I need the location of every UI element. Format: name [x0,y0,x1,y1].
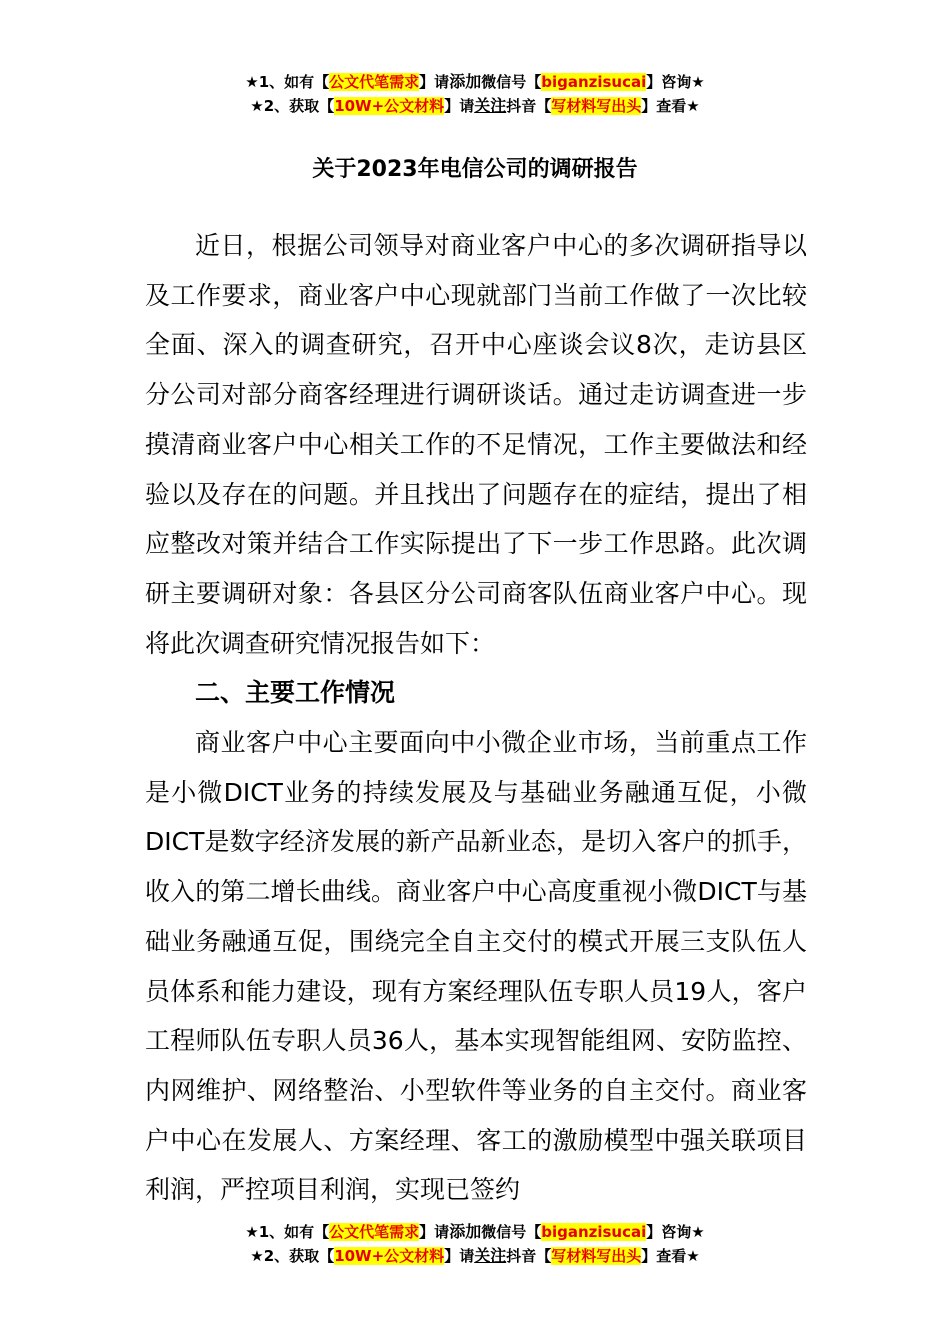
bottom-banner [0,1220,950,1268]
banner-emphasis: 添加 [449,1222,482,1241]
banner-emphasis: 关注 [474,1246,507,1265]
banner-text: 】查看★ [641,1247,700,1265]
banner-highlight: 公文代笔需求 [329,73,420,91]
banner-emphasis: 关注 [474,96,507,115]
banner-line-1 [0,1220,950,1244]
banner-text: ★2、获取【 [250,97,335,115]
banner-text: 微信号【 [481,1223,542,1241]
paragraph: 商业客户中心主要面向中小微企业市场，当前重点工作是小微DICT业务的持续发展及与基础业务融通互促，小微DICT是数字经济发展的新产品新业态，是切入客户的抓手，收入的第二增长曲线。商业客户中心高度重视小微DICT与基础业务融通互促，围绕完全自主交付的模式开展三支队伍人员体系和能力建设，现有方案经理队伍专职人员19人，客户工程师队伍专职人员36人，基本实现智能组网、安防监控、内网维护、网络整治、小型软件等业务的自主交付。商业客户中心在发展人、方案经理、客工的激励模型中强关联项目利润，严控项目利润，实现已签约 [145,728,807,1205]
banner-text: 抖音【 [506,97,552,115]
banner-highlight: 10W+公文材料 [334,1247,445,1265]
banner-highlight: biganzisucai [541,1223,647,1241]
banner-highlight: 写材料写出头 [551,97,642,115]
banner-text: 】请 [444,97,475,115]
banner-text: 微信号【 [481,73,542,91]
document-title: 关于2023年电信公司的调研报告 [312,157,638,182]
banner-text: 抖音【 [506,1247,552,1265]
banner-text: ★1、如有【 [245,1223,330,1241]
banner-highlight: 公文代笔需求 [329,1223,420,1241]
banner-text: ★1、如有【 [245,73,330,91]
banner-highlight: 10W+公文材料 [334,97,445,115]
banner-text: ★2、获取【 [250,1247,335,1265]
banner-line-2 [0,1244,950,1268]
banner-text: 】咨询★ [646,1223,705,1241]
banner-text: 】查看★ [641,97,700,115]
banner-line-1 [0,70,950,94]
section-heading: 二、主要工作情况 [195,678,396,708]
document-body [145,221,807,1215]
top-banner [0,70,950,118]
banner-text: 】咨询★ [646,73,705,91]
banner-line-2 [0,94,950,118]
banner-emphasis: 添加 [449,72,482,91]
banner-text: 】请 [419,1223,450,1241]
banner-highlight: 写材料写出头 [551,1247,642,1265]
banner-text: 】请 [419,73,450,91]
banner-highlight: biganzisucai [541,73,647,91]
banner-text: 】请 [444,1247,475,1265]
paragraph: 近日，根据公司领导对商业客户中心的多次调研指导以及工作要求，商业客户中心现就部门当前工作做了一次比较全面、深入的调查研究，召开中心座谈会议8次，走访县区分公司对部分商客经理进行调研谈话。通过走访调查进一步摸清商业客户中心相关工作的不足情况，工作主要做法和经验以及存在的问题。并且找出了问题存在的症结，提出了相应整改对策并结合工作实际提出了下一步工作思路。此次调研主要调研对象：各县区分公司商客队伍商业客户中心。现将此次调查研究情况报告如下： [145,231,807,658]
